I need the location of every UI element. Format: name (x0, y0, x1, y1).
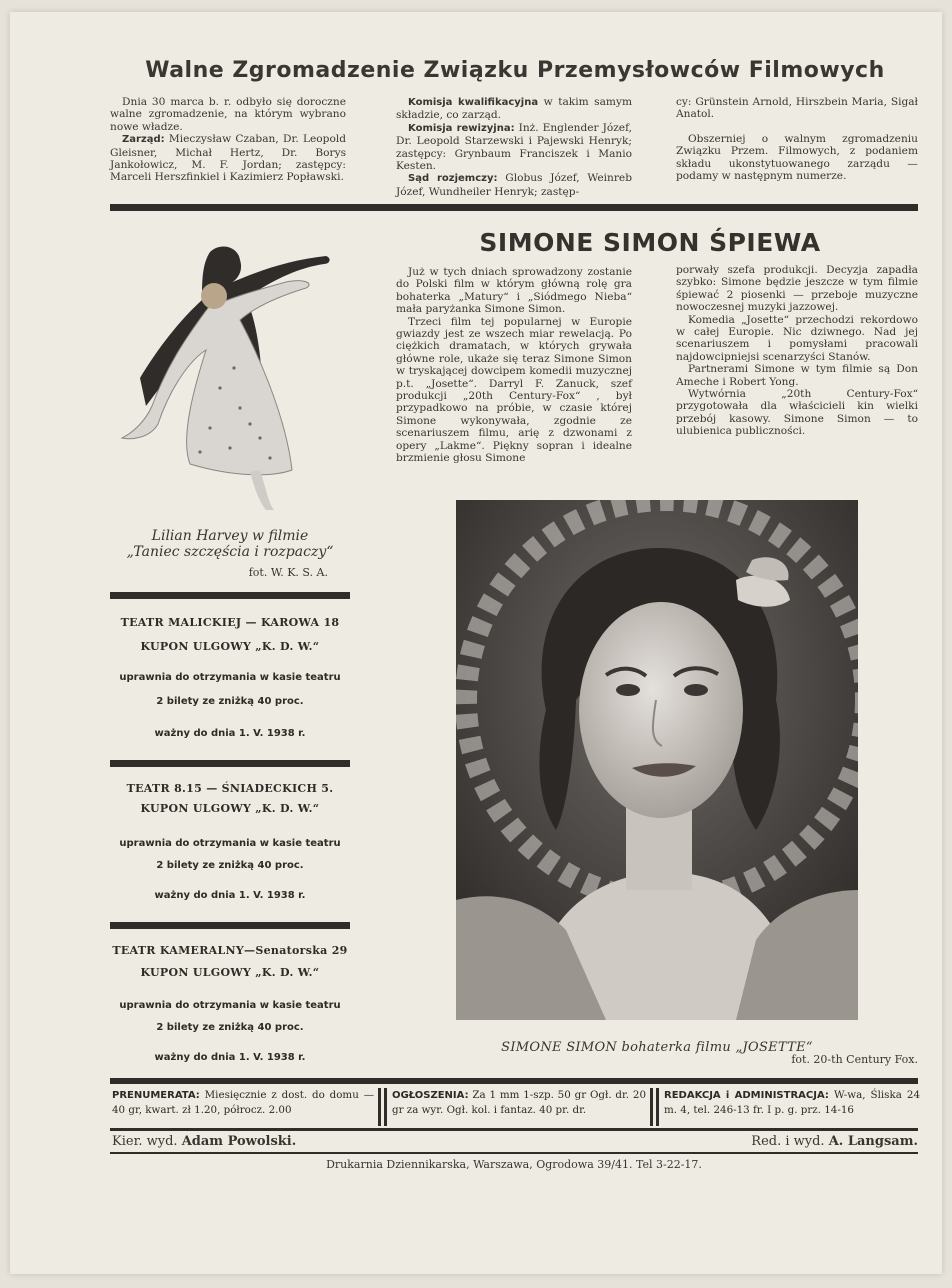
text: Za 1 mm 1-szp. 50 gr Ogł. dr. 20 gr za wyr. Ogł. kol. i fantaz. 40 pr. dr. (392, 1089, 646, 1116)
top-article-col3 (676, 96, 918, 182)
coupon-theatre: TEATR KAMERALNY—Senatorska 29 (112, 944, 348, 957)
portrait-illustration (456, 500, 858, 1020)
coupon-line: 2 bilety ze zniżką 40 proc. (156, 860, 304, 871)
paragraph: porwały szefa produkcji. Decyzja zapadła szybko: Simone będzie jeszcze w tym filmie śpiewać 2 piosenki — przeboje muzyczne nowoczesnej muzyki jazzowej. (676, 264, 918, 314)
paragraph: Partnerami Simone w tym filmie są Don Ameche i Robert Yong. (676, 363, 918, 388)
text: Mieczysław Czaban, Dr. Leopold Gleisner, Michał Hertz, Dr. Borys Jankołowicz, M. F. Jordan; zastępcy: Marceli Herszfinkiel i Kazimierz Popławski. (110, 133, 346, 184)
paragraph (396, 96, 632, 122)
footer-prenumerata (112, 1088, 374, 1117)
printer-info: Drukarnia Dziennikarska, Warszawa, Ogrodowa 39/41. Tel 3-22-17. (326, 1158, 702, 1171)
dancer-photo-credit: fot. W. K. S. A. (248, 566, 328, 579)
text: Inż. Englender Józef, Dr. Leopold Starzewski i Pajewski Henryk; zastępcy: Grynbaum Franciszek i Manio Kesten. (396, 121, 632, 173)
coupon-validity: ważny do dnia 1. V. 1938 r. (154, 728, 306, 739)
paragraph: Już w tych dniach sprowadzony zostanie do Polski film w którym główną rolę gra bohaterka „Matury“ i „Siódmego Nieba“ mała paryżanka Simone Simon. (396, 266, 632, 316)
coupon-2 (110, 770, 350, 920)
coupon-line: uprawnia do otrzymania w kasie teatru (119, 1000, 341, 1011)
footer-divider (110, 1152, 918, 1154)
paragraph: Komedia „Josette“ przechodzi rekordowo w całej Europie. Nic dziwnego. Nad jej scenariuszem i pomysłami pracowali najdowcipniejsi scenarzyści Stanów. (676, 313, 918, 363)
paragraph: cy: Grünstein Arnold, Hirszbein Maria, Sigał Anatol. (676, 96, 918, 121)
editor-prefix: Red. i wyd. (751, 1134, 825, 1149)
editor-name: A. Langsam. (828, 1134, 918, 1149)
text: W-wa, Śliska 24 m. 4, tel. 246-13 fr. I p. g. prz. 14-16 (664, 1089, 921, 1116)
coupon-validity: ważny do dnia 1. V. 1938 r. (154, 1052, 306, 1063)
text: Miesięcznie z dost. do domu — 40 gr, kwart. zł 1.20, półrocz. 2.00 (112, 1089, 374, 1116)
coupon-divider (110, 592, 350, 599)
paragraph: Obszerniej o walnym zgromadzeniu Związku Przem. Filmowych, z podaniem składu ukonstytuowanego zarządu — podamy w następnym numerze. (676, 132, 918, 183)
coupon-1 (110, 604, 350, 754)
coupon-line: 2 bilety ze zniżką 40 proc. (156, 1022, 304, 1033)
editor (600, 1134, 918, 1149)
coupon-title: KUPON ULGOWY „K. D. W.“ (140, 640, 320, 653)
portrait-photo-credit: fot. 20-th Century Fox. (791, 1053, 918, 1066)
paragraph: Wytwórnia „20th Century-Fox“ przygotowała dla właścicieli kin wielki przebój kasowy. Simone Simon — to ulubienica publiczności. (676, 388, 918, 438)
coupon-theatre: TEATR MALICKIEJ — KAROWA 18 (120, 616, 340, 629)
coupon-line: uprawnia do otrzymania w kasie teatru (119, 838, 341, 849)
main-article-col1 (396, 266, 632, 465)
footer-divider (110, 1128, 918, 1131)
coupon-line: 2 bilety ze zniżką 40 proc. (156, 696, 304, 707)
paragraph (396, 122, 632, 173)
paragraph: Dnia 30 marca b. r. odbyło się doroczne walne zgromadzenie, na którym wybrano nowe władze. (110, 96, 346, 133)
top-article-col1 (110, 96, 346, 184)
label: Zarząd: (122, 134, 165, 146)
publisher-name: Adam Powolski. (181, 1134, 297, 1149)
footer-divider (110, 1078, 918, 1084)
paragraph (396, 172, 632, 198)
text: w takim samym składzie, co zarząd. (396, 96, 632, 122)
main-article-title: SIMONE SIMON ŚPIEWA (479, 228, 821, 257)
coupon-3 (110, 934, 350, 1084)
dancer-photo (110, 238, 350, 518)
portrait-photo (456, 500, 858, 1020)
footer-column-bar (378, 1088, 381, 1126)
footer-column-bar (650, 1088, 653, 1126)
label: OGŁOSZENIA: (392, 1090, 469, 1101)
caption-line: „Taniec szczęścia i rozpaczy“ (126, 544, 334, 560)
headline: Walne Zgromadzenie Związku Przemysłowców Filmowych (145, 58, 885, 83)
coupon-title: KUPON ULGOWY „K. D. W.“ (140, 966, 320, 979)
main-article-col2 (676, 264, 918, 438)
coupon-validity: ważny do dnia 1. V. 1938 r. (154, 890, 306, 901)
coupon-title: KUPON ULGOWY „K. D. W.“ (140, 802, 320, 815)
coupon-divider (110, 922, 350, 929)
coupon-divider (110, 760, 350, 767)
paragraph (110, 133, 346, 184)
footer-redakcja (664, 1088, 920, 1117)
portrait-caption: SIMONE SIMON bohaterka filmu „JOSETTE“ (501, 1040, 813, 1055)
label: Komisja kwalifikacyjna (408, 97, 539, 108)
top-article-col2 (396, 96, 632, 198)
dancer-caption (110, 528, 350, 560)
paragraph: Trzeci film tej popularnej w Europie gwiazdy jest ze wszech miar rewelacją. Po ciężkich dramatach, w których grywała główne role, ukaże się teraz Simone Simon w tryskającej dowcipem komedii muzycznej p.t. „Josette“. Darryl F. Zanuck, szef produkcji „20th Century-Fox“ , był przypadkowo na próbie, w czasie której Simone wykonywała, zgodnie ze scenariuszem filmu, arię z dzwonami z opery „Lakme“. Piękny sopran i idealne brzmienie głosu Simone (396, 315, 632, 465)
publisher (112, 1134, 296, 1149)
footer-ogloszenia (392, 1088, 646, 1117)
section-divider (110, 204, 918, 211)
coupon-theatre: TEATR 8.15 — ŚNIADECKICH 5. (126, 782, 334, 795)
publisher-prefix: Kier. wyd. (112, 1134, 178, 1149)
label: Komisja rewizyjna: (408, 122, 515, 134)
label: Sąd rozjemczy: (408, 173, 498, 185)
footer-column-bar (384, 1088, 387, 1126)
dancer-illustration (110, 238, 350, 518)
label: REDAKCJA i ADMINISTRACJA: (664, 1090, 829, 1101)
text: Globus Józef, Weinreb Józef, Wundheiler Henryk; zastęp- (396, 172, 632, 198)
coupon-line: uprawnia do otrzymania w kasie teatru (119, 672, 341, 683)
footer-column-bar (656, 1088, 659, 1126)
label: PRENUMERATA: (112, 1090, 200, 1101)
caption-line: Lilian Harvey w filmie (151, 528, 309, 544)
